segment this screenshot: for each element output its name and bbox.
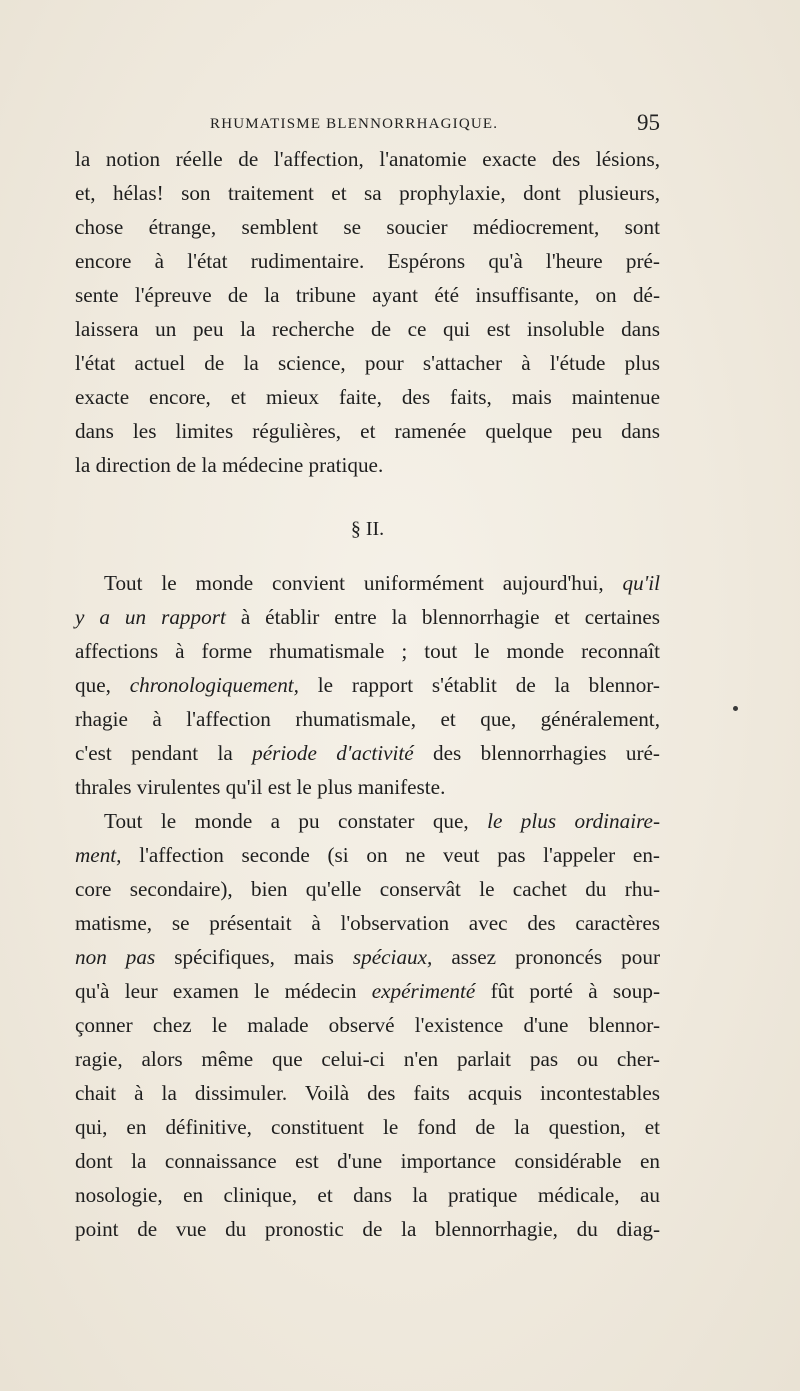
text-line: rhagie à l'affection rhumatismale, et que, généralement, [75, 707, 660, 731]
text-span: que, [75, 673, 111, 697]
text-line: nosologie, en clinique, et dans la pratique médicale, au [75, 1183, 660, 1207]
text-span: le rapport s'établit de la blennor- [317, 673, 660, 697]
italic-span: le plus ordinaire- [487, 809, 661, 833]
italic-span: expérimenté [371, 979, 476, 1003]
text-line: encore à l'état rudimentaire. Espérons qu'à l'heure pré- [75, 249, 660, 273]
text-line [75, 600, 660, 634]
text-line: exacte encore, et mieux faite, des faits, mais maintenue [75, 385, 660, 409]
text-line: chait à la dissimuler. Voilà des faits acquis incontestables [75, 1081, 660, 1105]
text-line: la notion réelle de l'affection, l'anatomie exacte des lésions, [75, 147, 660, 171]
ink-speck [733, 706, 738, 711]
text-span: c'est pendant la [75, 741, 233, 765]
text-line [75, 974, 660, 1008]
running-head: RHUMATISME BLENNORRHAGIQUE. [210, 116, 499, 132]
text-span: des blennorrhagies uré- [433, 741, 660, 765]
text-line: thrales virulentes qu'il est le plus manifeste. [75, 775, 446, 799]
text-span: qu'à leur examen le médecin [75, 979, 357, 1003]
text-line: et, hélas! son traitement et sa prophylaxie, dont plusieurs, [75, 181, 660, 205]
italic-span: période d'activité [252, 741, 414, 765]
page-number: 95 [637, 110, 660, 135]
page-header [75, 110, 660, 140]
text-line: dont la connaissance est d'une importance considérable en [75, 1149, 660, 1173]
italic-span: ment, [75, 843, 122, 867]
text-line [75, 736, 660, 770]
text-line [75, 668, 660, 702]
text-span: fût porté à soup- [490, 979, 661, 1003]
italic-span: spéciaux, [352, 945, 433, 969]
text-line [75, 838, 660, 872]
italic-span: qu'il [622, 571, 661, 595]
italic-span: chronologiquement, [129, 673, 299, 697]
text-span: Tout le monde a pu constater que, [104, 809, 469, 833]
text-line: çonner chez le malade observé l'existence d'une blennor- [75, 1013, 660, 1037]
paragraph-1 [75, 142, 660, 482]
paragraph-2 [75, 566, 660, 804]
body-text [75, 142, 660, 1246]
text-line [75, 566, 660, 600]
text-line [75, 804, 660, 838]
text-span: à établir entre la blennorrhagie et certaines [240, 605, 661, 629]
text-line: dans les limites régulières, et ramenée quelque peu dans [75, 419, 660, 443]
italic-span: y a un rapport [75, 605, 226, 629]
text-span: assez prononcés pour [451, 945, 660, 969]
text-span: l'affection seconde (si on ne veut pas l'appeler en- [139, 843, 660, 867]
section-heading: § II. [350, 518, 385, 540]
text-line: la direction de la médecine pratique. [75, 453, 384, 477]
text-line [75, 940, 660, 974]
text-line: laissera un peu la recherche de ce qui est insoluble dans [75, 317, 660, 341]
text-span: spécifiques, mais [174, 945, 334, 969]
text-span: Tout le monde convient uniformément aujourd'hui, [104, 571, 604, 595]
paragraph-3 [75, 804, 660, 1246]
text-line: matisme, se présentait à l'observation avec des caractères [75, 911, 660, 935]
italic-span: non pas [75, 945, 156, 969]
text-line: point de vue du pronostic de la blennorrhagie, du diag- [75, 1217, 660, 1241]
text-line: affections à forme rhumatismale ; tout le monde reconnaît [75, 639, 660, 663]
text-line: l'état actuel de la science, pour s'attacher à l'étude plus [75, 351, 660, 375]
text-line: core secondaire), bien qu'elle conservât le cachet du rhu- [75, 877, 660, 901]
text-line: ragie, alors même que celui-ci n'en parlait pas ou cher- [75, 1047, 660, 1071]
text-line: sente l'épreuve de la tribune ayant été insuffisante, on dé- [75, 283, 660, 307]
text-line: qui, en définitive, constituent le fond de la question, et [75, 1115, 660, 1139]
text-line: chose étrange, semblent se soucier médiocrement, sont [75, 215, 660, 239]
